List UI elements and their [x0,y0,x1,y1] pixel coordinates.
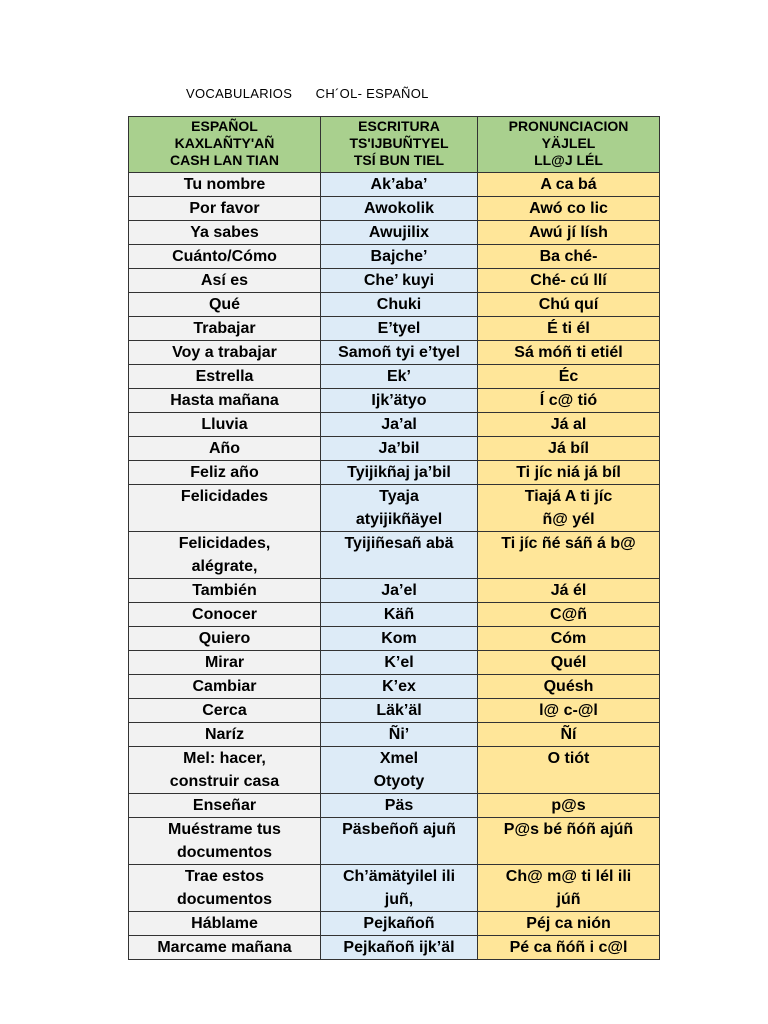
spanish-cell [129,794,321,818]
pronunciation-text: Éc [558,368,579,385]
spanish-text: Lluvia [201,416,248,433]
table-row [129,197,660,221]
chol-writing-text: Awokolik [364,200,434,217]
pronunciation-text: A ca bá [540,176,597,193]
table-row [129,603,660,627]
spanish-cell [129,413,321,437]
pronunciation-cell [478,365,660,389]
chol-writing-text: Päsbeñoñ ajuñ [342,821,456,838]
chol-writing-cell [321,485,478,532]
spanish-text: Voy a trabajar [172,344,277,361]
spanish-cell [129,341,321,365]
pronunciation-cell [478,173,660,197]
chol-writing-text: Läk’äl [376,702,422,719]
header-espanol-line: CASH LAN TIAN [170,152,279,168]
chol-writing-cell [321,818,478,865]
chol-writing-text: Ja’bil [378,440,420,457]
header-escritura-line: TSÍ BUN TIEL [353,152,445,168]
spanish-text: Cerca [202,702,247,719]
chol-writing-text: Tyijikñaj ja’bil [347,464,451,481]
table-row [129,437,660,461]
pronunciation-cell [478,437,660,461]
pronunciation-text: Ñí [560,726,577,743]
pronunciation-text: Ch@ m@ ti lél ili [505,868,632,885]
pronunciation-text: l@ c-@l [539,702,598,719]
table-row [129,818,660,865]
pronunciation-cell [478,245,660,269]
header-escritura-line: ESCRITURA [358,118,440,134]
chol-writing-text: Tyijiñesañ abä [344,535,454,552]
spanish-text: Háblame [191,915,258,932]
spanish-text: Por favor [189,200,260,217]
pronunciation-text: Í c@ tió [539,392,598,409]
chol-writing-text: Xmel [379,750,419,767]
table-row [129,341,660,365]
chol-writing-cell [321,173,478,197]
pronunciation-text: Sá móñ ti etiél [514,344,623,361]
spanish-text: Muéstrame tus [168,821,281,838]
table-row [129,723,660,747]
pronunciation-cell [478,794,660,818]
document-title: VOCABULARIOS CH´OL- ESPAÑOL [186,86,429,101]
table-row [129,651,660,675]
pronunciation-cell [478,461,660,485]
spanish-text: Felicidades [180,488,269,505]
spanish-cell [129,317,321,341]
table-row [129,173,660,197]
spanish-cell [129,747,321,794]
chol-writing-text: Pejkañoñ ijk’äl [343,939,455,956]
spanish-text: Cuánto/Cómo [172,248,277,265]
pronunciation-text: Ti jíc niá já bíl [516,464,621,481]
chol-writing-cell [321,579,478,603]
chol-writing-text: Otyoty [373,773,425,790]
pronunciation-cell [478,936,660,960]
chol-writing-cell [321,437,478,461]
spanish-cell [129,532,321,579]
chol-writing-cell [321,699,478,723]
pronunciation-cell [478,699,660,723]
spanish-text: Felicidades, [178,535,271,552]
spanish-text: Enseñar [192,797,257,814]
table-row [129,532,660,579]
spanish-text: Tu nombre [183,176,266,193]
spanish-cell [129,651,321,675]
spanish-text: construir casa [169,773,280,790]
pronunciation-cell [478,675,660,699]
chol-writing-text: atyijikñäyel [355,511,443,528]
pronunciation-text: C@ñ [550,606,587,623]
table-row [129,413,660,437]
header-pronunciacion-line: LL@J LÉL [534,152,603,168]
chol-writing-cell [321,269,478,293]
spanish-cell [129,293,321,317]
spanish-cell [129,437,321,461]
spanish-text: Estrella [195,368,254,385]
chol-writing-text: Samoñ tyi e’tyel [338,344,460,361]
header-row [129,117,660,173]
chol-writing-text: Tyaja [379,488,419,505]
spanish-cell [129,912,321,936]
chol-writing-text: K’ex [382,678,416,695]
table-row [129,221,660,245]
pronunciation-text: Ti jíc ñé sáñ á b@ [501,535,636,552]
table-row [129,365,660,389]
spanish-cell [129,485,321,532]
chol-writing-text: Awujilix [368,224,430,241]
spanish-cell [129,723,321,747]
table-row [129,389,660,413]
pronunciation-text: É ti él [547,320,590,337]
pronunciation-text: Ché- cú llí [530,272,607,289]
spanish-cell [129,365,321,389]
chol-writing-text: Ch’ämätyilel ili [342,868,456,885]
spanish-text: Quiero [198,630,251,647]
chol-writing-cell [321,675,478,699]
header-escritura-line: TS'IJBUÑTYEL [349,135,449,151]
chol-writing-text: K’el [384,654,414,671]
pronunciation-text: O tiót [547,750,590,767]
pronunciation-cell [478,389,660,413]
table-row [129,461,660,485]
spanish-cell [129,197,321,221]
chol-writing-cell [321,627,478,651]
pronunciation-text: Já él [550,582,587,599]
table-row [129,293,660,317]
chol-writing-text: Ijk’ätyo [371,392,427,409]
spanish-cell [129,173,321,197]
spanish-text: Conocer [192,606,257,623]
pronunciation-cell [478,912,660,936]
spanish-cell [129,699,321,723]
header-pronunciacion-line: PRONUNCIACION [508,118,629,134]
pronunciation-cell [478,221,660,245]
spanish-text: alégrate, [191,558,258,575]
table-row [129,317,660,341]
spanish-text: Feliz año [190,464,259,481]
chol-writing-cell [321,794,478,818]
chol-writing-text: Pejkañoñ [363,915,435,932]
chol-writing-cell [321,245,478,269]
chol-writing-text: Ja’al [381,416,417,433]
spanish-cell [129,579,321,603]
pronunciation-text: P@s bé ñóñ ajúñ [503,821,634,838]
chol-writing-text: juñ, [384,891,414,908]
pronunciation-text: ñ@ yél [542,511,595,528]
header-pronunciacion [478,117,660,173]
header-espanol-line: ESPAÑOL [191,118,258,134]
table-row [129,269,660,293]
pronunciation-cell [478,413,660,437]
pronunciation-text: Tiajá A ti jíc [524,488,613,505]
pronunciation-cell [478,627,660,651]
pronunciation-cell [478,317,660,341]
chol-writing-cell [321,747,478,794]
pronunciation-cell [478,579,660,603]
spanish-text: Mel: hacer, [183,750,266,767]
chol-writing-text: Päs [384,797,414,814]
pronunciation-cell [478,747,660,794]
spanish-text: Qué [208,296,241,313]
chol-writing-cell [321,532,478,579]
pronunciation-text: Ba ché- [539,248,598,265]
chol-writing-text: Kom [381,630,417,647]
spanish-text: documentos [176,844,273,861]
chol-writing-text: Ja’el [381,582,417,599]
chol-writing-cell [321,293,478,317]
header-pronunciacion-line: YÄJLEL [541,135,596,151]
spanish-cell [129,461,321,485]
chol-writing-cell [321,197,478,221]
chol-writing-cell [321,912,478,936]
spanish-cell [129,865,321,912]
pronunciation-text: Chú quí [538,296,599,313]
spanish-cell [129,269,321,293]
pronunciation-cell [478,603,660,627]
spanish-text: Ya sabes [190,224,259,241]
table-row [129,865,660,912]
table-row [129,747,660,794]
chol-writing-text: Bajche’ [370,248,428,265]
chol-writing-cell [321,389,478,413]
chol-writing-cell [321,723,478,747]
chol-writing-text: Che’ kuyi [363,272,435,289]
spanish-cell [129,627,321,651]
pronunciation-cell [478,341,660,365]
chol-writing-cell [321,461,478,485]
chol-writing-cell [321,865,478,912]
pronunciation-text: Pé ca ñóñ i c@l [509,939,628,956]
pronunciation-cell [478,197,660,221]
chol-writing-text: Chuki [376,296,422,313]
pronunciation-cell [478,293,660,317]
spanish-cell [129,245,321,269]
chol-writing-cell [321,651,478,675]
pronunciation-text: Péj ca nión [526,915,611,932]
pronunciation-text: Awó co lic [529,200,608,217]
spanish-cell [129,675,321,699]
chol-writing-text: Ek’ [386,368,411,385]
pronunciation-cell [478,485,660,532]
pronunciation-text: Já bíl [548,440,589,457]
spanish-text: Hasta mañana [170,392,279,409]
spanish-text: Cambiar [192,678,257,695]
spanish-text: Naríz [204,726,245,743]
pronunciation-cell [478,532,660,579]
spanish-text: Así es [200,272,249,289]
pronunciation-text: Cóm [550,630,587,647]
pronunciation-text: Quésh [543,678,594,695]
chol-writing-cell [321,936,478,960]
pronunciation-text: Já al [550,416,587,433]
spanish-text: Trabajar [193,320,256,337]
chol-writing-cell [321,341,478,365]
pronunciation-cell [478,818,660,865]
pronunciation-text: júñ [556,891,581,908]
chol-writing-cell [321,365,478,389]
chol-writing-cell [321,603,478,627]
table-row [129,699,660,723]
vocabulary-table [128,116,660,960]
pronunciation-cell [478,651,660,675]
pronunciation-text: p@s [551,797,586,814]
table-row [129,912,660,936]
chol-writing-text: Ak’aba’ [370,176,428,193]
spanish-text: Mirar [204,654,245,671]
chol-writing-text: Käñ [383,606,415,623]
pronunciation-cell [478,269,660,293]
spanish-cell [129,221,321,245]
table-row [129,245,660,269]
spanish-text: Marcame mañana [157,939,292,956]
header-escritura [321,117,478,173]
table-row [129,485,660,532]
table-row [129,794,660,818]
spanish-cell [129,936,321,960]
spanish-cell [129,603,321,627]
spanish-text: documentos [176,891,273,908]
header-espanol-line: KAXLAÑTY'AÑ [174,135,275,151]
chol-writing-cell [321,317,478,341]
chol-writing-cell [321,413,478,437]
chol-writing-cell [321,221,478,245]
table-row [129,675,660,699]
spanish-text: También [192,582,257,599]
table-row [129,579,660,603]
pronunciation-text: Awú jí lísh [529,224,608,241]
spanish-cell [129,818,321,865]
spanish-text: Año [208,440,241,457]
chol-writing-text: E’tyel [377,320,421,337]
pronunciation-cell [478,723,660,747]
table-row [129,627,660,651]
pronunciation-text: Quél [550,654,587,671]
table-row [129,936,660,960]
pronunciation-cell [478,865,660,912]
header-espanol [129,117,321,173]
table-body [129,173,660,960]
chol-writing-text: Ñi’ [388,726,410,743]
spanish-cell [129,389,321,413]
spanish-text: Trae estos [184,868,265,885]
